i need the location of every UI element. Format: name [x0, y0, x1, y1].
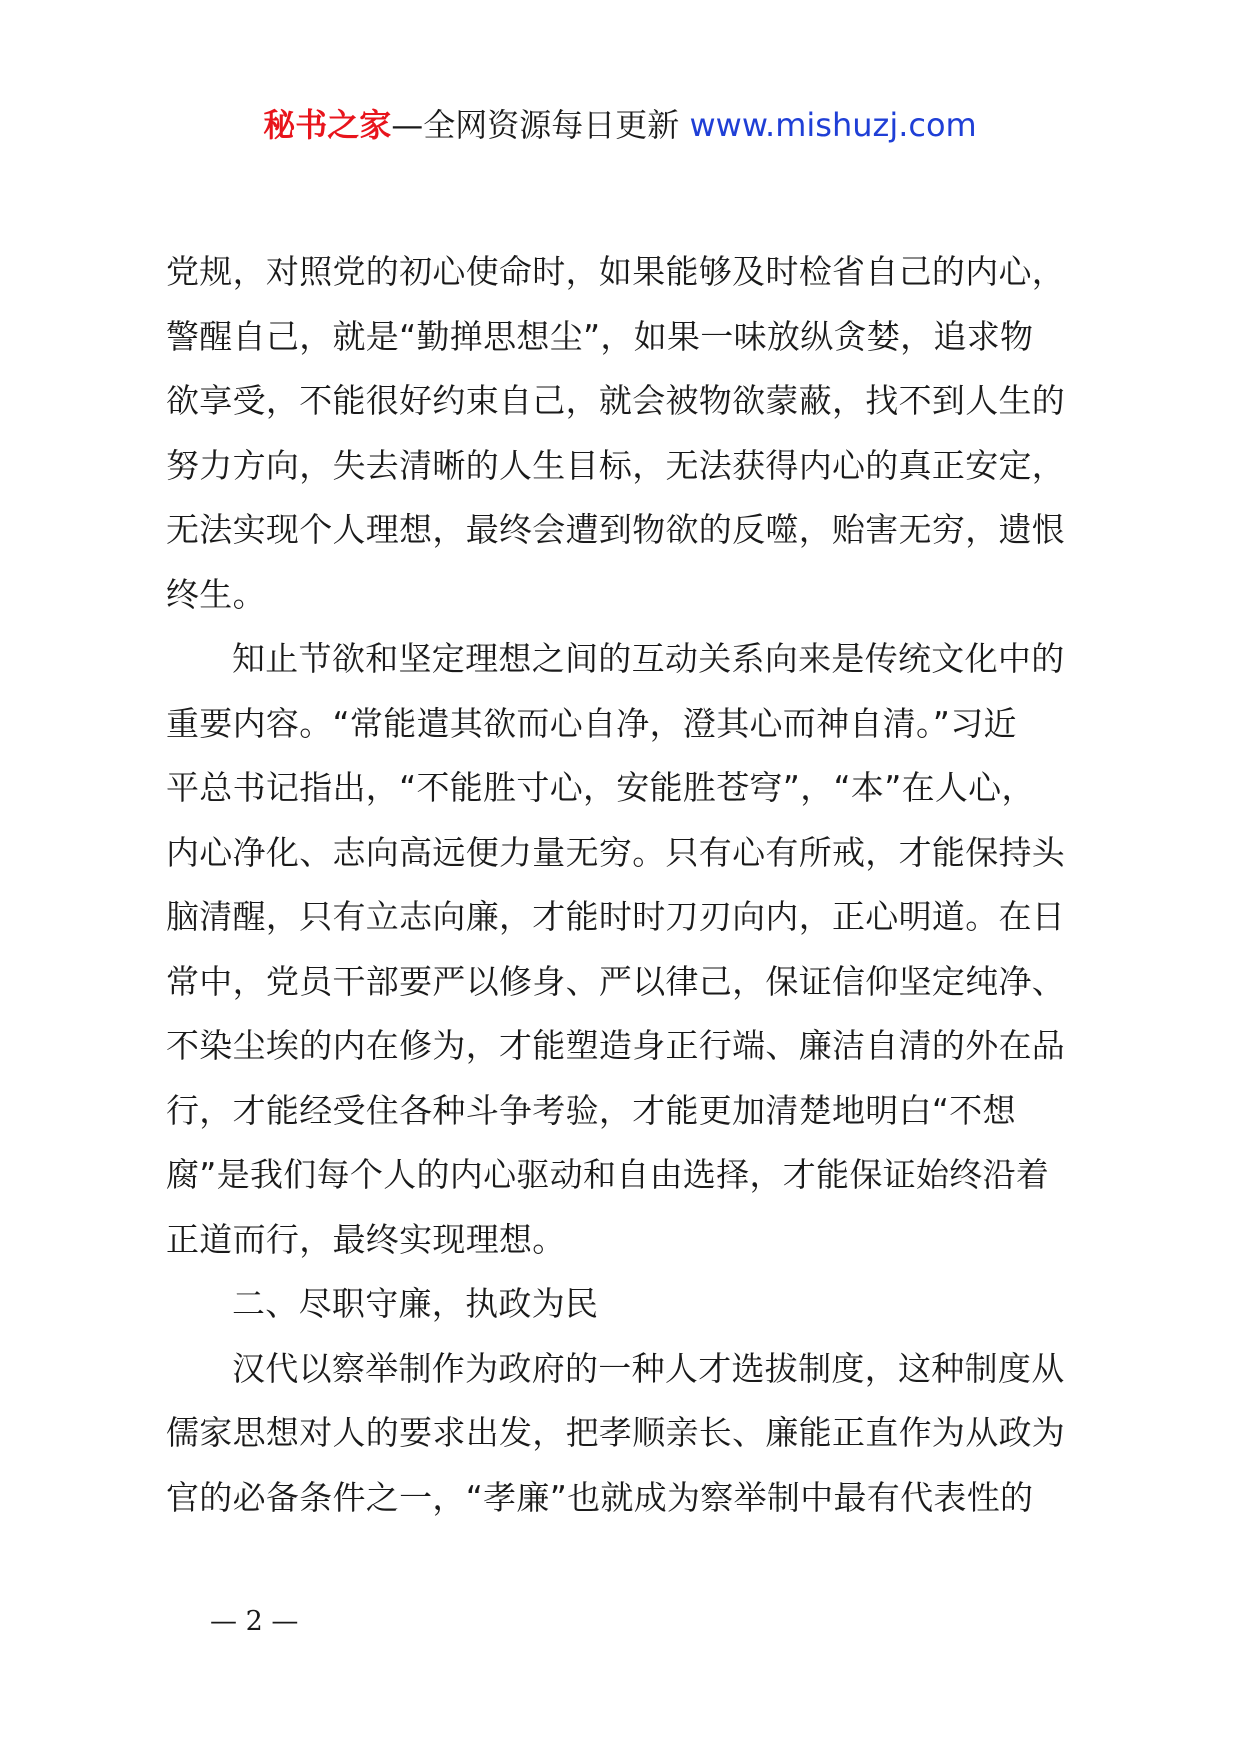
paragraph-line: 重要内容。“常能遣其欲而心自净，澄其心而神自清。”习近	[166, 703, 1017, 743]
paragraph-line: 党规，对照党的初心使命时，如果能够及时检省自己的内心，	[166, 252, 1066, 291]
paragraph-line: 内心净化、志向高远便力量无穷。只有心有所戒，才能保持头	[166, 832, 1066, 872]
section-heading: 二、尽职守廉，执政为民	[232, 1284, 599, 1323]
paragraph-line: 官的必备条件之一，“孝廉”也就成为察举制中最有代表性的	[166, 1477, 1034, 1517]
paragraph-line: 平总书记指出，“不能胜寸心，安能胜苍穹”，“本”在人心，	[166, 768, 1035, 807]
page-number: — 2 —	[210, 1606, 299, 1637]
header-tagline: —全网资源每日更新	[391, 106, 680, 144]
paragraph-line: 不染尘埃的内在修为，才能塑造身正行端、廉洁自清的外在品	[166, 1026, 1066, 1065]
page-header	[0, 100, 1240, 150]
paragraph-line: 终生。	[166, 574, 266, 614]
paragraph-line: 欲享受，不能很好约束自己，就会被物欲蒙蔽，找不到人生的	[166, 381, 1066, 420]
paragraph-line: 脑清醒，只有立志向廉，才能时时刀刃向内，正心明道。在日	[166, 897, 1066, 936]
paragraph-line: 无法实现个人理想，最终会遭到物欲的反噬，贻害无穷，遗恨	[166, 510, 1066, 549]
document-body	[166, 240, 1092, 1530]
paragraph-line: 知止节欲和坚定理想之间的互动关系向来是传统文化中的	[232, 639, 1065, 678]
paragraph-line: 行，才能经受住各种斗争考验，才能更加清楚地明白“不想	[166, 1090, 1016, 1130]
header-url-link[interactable]: www.mishuzj.com	[689, 106, 977, 144]
paragraph-line: 常中，党员干部要严以修身、严以律己，保证信仰坚定纯净、	[166, 961, 1066, 1001]
paragraph-line: 腐”是我们每个人的内心驱动和自由选择，才能保证始终沿着	[166, 1155, 1050, 1194]
paragraph-line: 努力方向，失去清晰的人生目标，无法获得内心的真正安定，	[166, 445, 1066, 485]
paragraph-line: 汉代以察举制作为政府的一种人才选拔制度，这种制度从	[232, 1348, 1065, 1388]
paragraph-line: 警醒自己，就是“勤掸思想尘”，如果一味放纵贪婪，追求物	[166, 316, 1034, 356]
paragraph-line: 儒家思想对人的要求出发，把孝顺亲长、廉能正直作为从政为	[166, 1413, 1066, 1452]
paragraph-line: 正道而行，最终实现理想。	[166, 1219, 566, 1259]
header-brand: 秘书之家	[263, 106, 392, 144]
